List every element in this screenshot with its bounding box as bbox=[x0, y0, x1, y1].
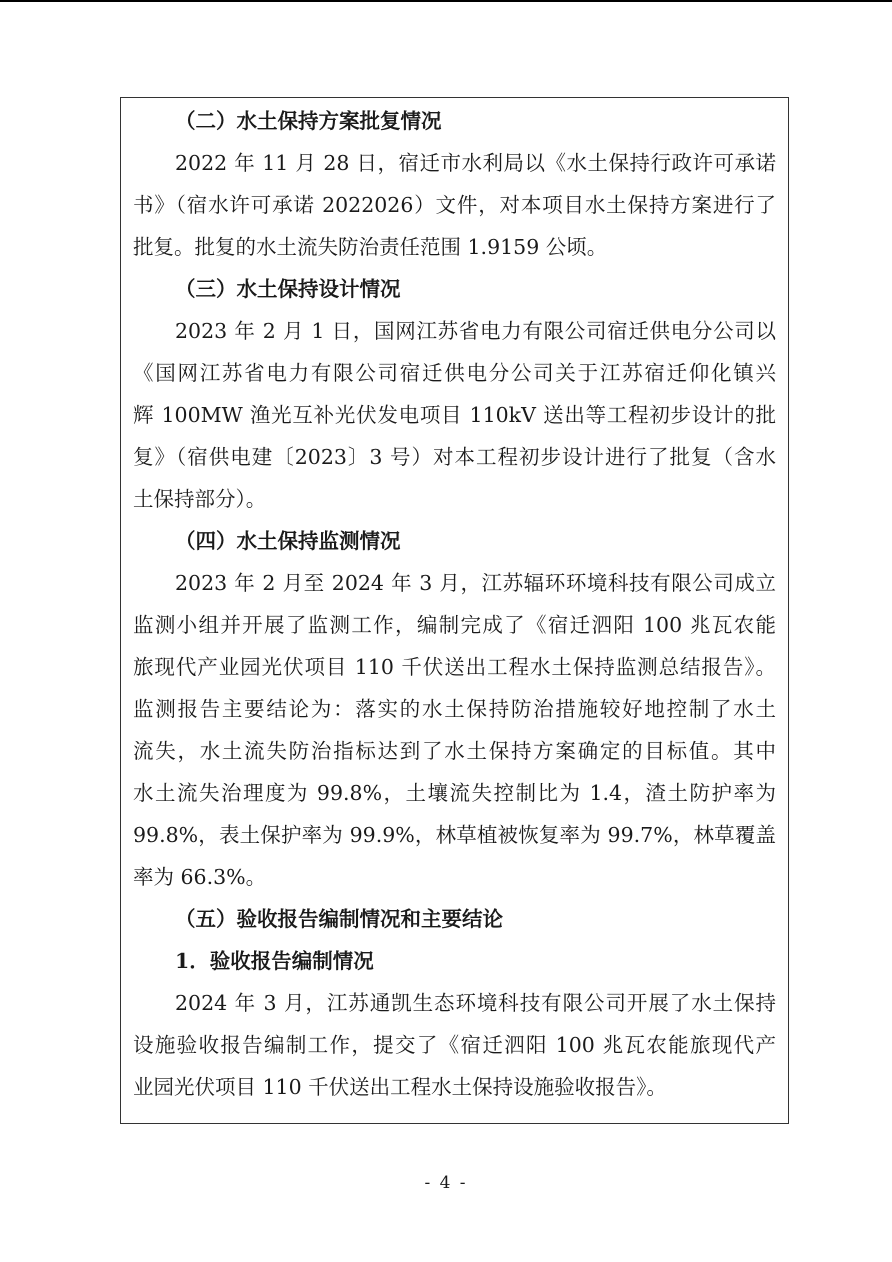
paragraph-line: 流失，水土流失防治指标达到了水土保持方案确定的目标值。其中 bbox=[133, 739, 776, 763]
paragraph-line: 2024 年 3 月，江苏通凯生态环境科技有限公司开展了水土保持 bbox=[175, 991, 776, 1015]
section-heading: （三）水土保持设计情况 bbox=[175, 277, 401, 301]
paragraph-line: 土保持部分）。 bbox=[133, 487, 267, 511]
section-heading: （二）水土保持方案批复情况 bbox=[175, 109, 442, 133]
paragraph-line: 设施验收报告编制工作，提交了《宿迁泗阳 100 兆瓦农能旅现代产 bbox=[133, 1033, 776, 1057]
paragraph-line: 批复。批复的水土流失防治责任范围 1.9159 公顷。 bbox=[133, 235, 608, 259]
page-number: - 4 - bbox=[424, 1173, 468, 1193]
content-frame bbox=[120, 97, 789, 1124]
section-heading: （四）水土保持监测情况 bbox=[175, 529, 401, 553]
paragraph-line: 书》（宿水许可承诺 2022026）文件，对本项目水土保持方案进行了 bbox=[133, 193, 776, 217]
paragraph-line: 水土流失治理度为 99.8%，土壤流失控制比为 1.4，渣土防护率为 bbox=[133, 781, 776, 805]
paragraph-line: 率为 66.3%。 bbox=[133, 865, 267, 889]
paragraph-line: 2022 年 11 月 28 日，宿迁市水利局以《水土保持行政许可承诺 bbox=[175, 151, 776, 175]
paragraph-line: 旅现代产业园光伏项目 110 千伏送出工程水土保持监测总结报告》。 bbox=[133, 655, 776, 679]
paragraph-line: 辉 100MW 渔光互补光伏发电项目 110kV 送出等工程初步设计的批 bbox=[133, 403, 776, 427]
paragraph-line: 2023 年 2 月 1 日，国网江苏省电力有限公司宿迁供电分公司以 bbox=[175, 319, 776, 343]
paragraph-line: 2023 年 2 月至 2024 年 3 月，江苏辐环环境科技有限公司成立 bbox=[175, 571, 776, 595]
paragraph-line: 监测报告主要结论为：落实的水土保持防治措施较好地控制了水土 bbox=[133, 697, 776, 721]
top-rule bbox=[0, 0, 892, 2]
paragraph-line: 业园光伏项目 110 千伏送出工程水土保持设施验收报告》。 bbox=[133, 1075, 667, 1099]
section-heading: （五）验收报告编制情况和主要结论 bbox=[175, 907, 503, 931]
paragraph-line: 99.8%，表土保护率为 99.9%，林草植被恢复率为 99.7%，林草覆盖 bbox=[133, 823, 776, 847]
paragraph-line: 《国网江苏省电力有限公司宿迁供电分公司关于江苏宿迁仰化镇兴 bbox=[133, 361, 776, 385]
paragraph-line: 复》（宿供电建〔2023〕3 号）对本工程初步设计进行了批复（含水 bbox=[133, 445, 776, 469]
section-heading: 1．验收报告编制情况 bbox=[175, 949, 374, 973]
paragraph-line: 监测小组并开展了监测工作，编制完成了《宿迁泗阳 100 兆瓦农能 bbox=[133, 613, 776, 637]
